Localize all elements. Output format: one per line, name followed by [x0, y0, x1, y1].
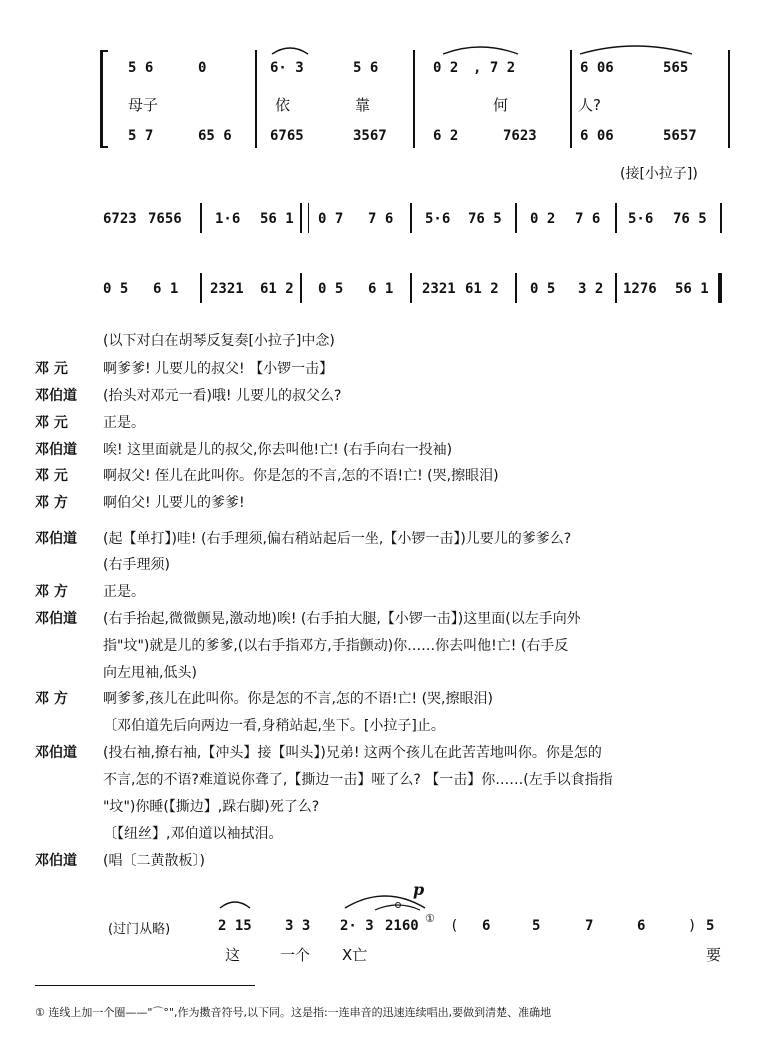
- note: 76 5: [468, 211, 502, 227]
- speech: 正是。: [103, 415, 145, 431]
- intro-note: (过门从略): [108, 922, 171, 937]
- note: 3 2: [578, 281, 604, 297]
- lyric: 靠: [355, 96, 371, 114]
- note: 6 2: [433, 128, 459, 144]
- speech-continued: 不言,怎的不语?难道说你聋了,【撕边一击】哑了么? 【一击】你……(左手以食指指: [103, 772, 613, 788]
- speech: (右手抬起,微微颤晃,激动地)唉! (右手拍大腿,【小锣一击】)这里面(以左手向外: [103, 611, 581, 627]
- note: 6 06: [580, 128, 614, 144]
- note: , 7 2: [473, 60, 516, 76]
- note: 65 6: [198, 128, 232, 144]
- note: 2321: [210, 281, 244, 297]
- note: 61 2: [260, 281, 294, 297]
- note: 2160: [385, 918, 419, 934]
- speaker: 邓伯道: [35, 442, 77, 458]
- note: 7623: [503, 128, 537, 144]
- speaker: 邓 元: [35, 415, 68, 431]
- note: 0 5: [103, 281, 129, 297]
- speech-continued: 向左甩袖,低头): [103, 665, 197, 681]
- system-bracket: [100, 50, 103, 148]
- speech-continued: "坟")你睡(【撕边】,跺右脚)死了么?: [103, 799, 320, 815]
- speaker: 邓 元: [35, 468, 68, 484]
- note: 5·6: [425, 211, 451, 227]
- barline: [300, 203, 302, 233]
- note: 565: [663, 60, 689, 76]
- note: 56 1: [260, 211, 294, 227]
- barline: [413, 50, 415, 148]
- barline: [615, 273, 617, 303]
- speaker: 邓 元: [35, 361, 68, 377]
- note: 6 06: [580, 60, 614, 76]
- note: 3567: [353, 128, 387, 144]
- speaker: 邓伯道: [35, 745, 77, 761]
- speech: (唱〔二黄散板〕): [103, 853, 205, 869]
- speech: 啊伯父! 儿要儿的爹爹!: [103, 495, 245, 511]
- lyric: X亡: [342, 946, 368, 964]
- speech-continued: (右手理须): [103, 557, 170, 573]
- barline: [570, 50, 572, 148]
- barline: [200, 273, 202, 303]
- note: 6 1: [368, 281, 394, 297]
- note: 2· 3: [340, 918, 374, 934]
- note: 56 1: [675, 281, 709, 297]
- speech: (投右袖,撩右袖,【冲头】接【叫头】)兄弟! 这两个孩儿在此苦苦地叫你。你是怎的: [103, 745, 602, 761]
- speech-continued: 指"坟")就是儿的爹爹,(以右手指邓方,手指颤动)你……你去叫他!亡! (右手反: [103, 638, 569, 654]
- speech: 唉! 这里面就是儿的叔父,你去叫他!亡! (右手向右一投袖): [103, 442, 453, 458]
- note: 0: [198, 60, 207, 76]
- stage-direction: (以下对白在胡琴反复奏[小拉子]中念): [103, 333, 335, 349]
- note: 6: [482, 918, 491, 934]
- note: 5: [532, 918, 541, 934]
- note: 5 6: [128, 60, 154, 76]
- footnote-ref: ①: [425, 912, 435, 925]
- lyric: 依: [275, 96, 291, 114]
- score-system-2: [100, 203, 725, 303]
- barline: [200, 203, 202, 233]
- note: 0 5: [530, 281, 556, 297]
- speaker: 邓伯道: [35, 388, 77, 404]
- note: 76 5: [673, 211, 707, 227]
- speech: 啊爹爹! 儿要儿的叔父! 【小锣一击】: [103, 361, 334, 377]
- note: 6 1: [153, 281, 179, 297]
- note: 61 2: [465, 281, 499, 297]
- note: 5657: [663, 128, 697, 144]
- lyric: 何: [493, 96, 509, 114]
- speaker: 邓伯道: [35, 611, 77, 627]
- transition-tag: (接[小拉子]): [620, 166, 698, 182]
- barline: [515, 203, 517, 233]
- note: 5 7: [128, 128, 154, 144]
- final-barline: [718, 273, 722, 303]
- barline: [300, 273, 302, 303]
- score-system-1: [100, 42, 730, 157]
- note: 1276: [623, 281, 657, 297]
- note: 6: [637, 918, 646, 934]
- note: 5: [706, 918, 715, 934]
- barline: [410, 273, 412, 303]
- note: 6· 3: [270, 60, 304, 76]
- note: 7 6: [575, 211, 601, 227]
- note: 0 2: [433, 60, 459, 76]
- speaker: 邓 方: [35, 584, 68, 600]
- lyric: 一个: [280, 946, 311, 964]
- note: 3 3: [285, 918, 311, 934]
- barline: [255, 50, 257, 148]
- lyric: 这: [225, 946, 241, 964]
- barline: [308, 203, 309, 233]
- note: 0 7: [318, 211, 344, 227]
- dynamic-marking: p: [413, 880, 425, 899]
- footnote-rule: [35, 985, 255, 986]
- note: 5 6: [353, 60, 379, 76]
- barline: [720, 203, 722, 233]
- note: 7 6: [368, 211, 394, 227]
- footnote: ① 连线上加一个圈——"⌒°",作为擞音符号,以下同。这是指:一连串音的迅速连续唱出,要做到清楚、准确地: [35, 1006, 552, 1019]
- note: ): [688, 918, 697, 934]
- speaker: 邓伯道: [35, 853, 77, 869]
- note: 1·6: [215, 211, 241, 227]
- note: 5·6: [628, 211, 654, 227]
- speech: 正是。: [103, 584, 145, 600]
- speaker: 邓 方: [35, 691, 68, 707]
- slur-marks: [0, 880, 760, 920]
- lyric: 要: [706, 946, 722, 964]
- barline: [410, 203, 412, 233]
- speech: 啊叔父! 侄儿在此叫你。你是怎的不言,怎的不语!亡! (哭,擦眼泪): [103, 468, 499, 484]
- slur-marks: [100, 42, 730, 62]
- barline: [515, 273, 517, 303]
- note: 7656: [148, 211, 182, 227]
- note: 7: [585, 918, 594, 934]
- stage-direction: 〔【纽丝】,邓伯道以袖拭泪。: [103, 826, 283, 842]
- speech: (起【单打】)哇! (右手理须,偏右稍站起后一坐,【小锣一击】)儿要儿的爹爹么?: [103, 531, 572, 547]
- bracket-cap-bottom: [100, 146, 108, 148]
- stage-direction: 〔邓伯道先后向两边一看,身稍站起,坐下。[小拉子]止。: [103, 718, 445, 734]
- score-system-3: [0, 880, 760, 970]
- barline: [615, 203, 617, 233]
- note: (: [450, 918, 459, 934]
- lyric: 人?: [578, 96, 601, 114]
- note: 2 15: [218, 918, 252, 934]
- speech: 啊爹爹,孩儿在此叫你。你是怎的不言,怎的不语!亡! (哭,擦眼泪): [103, 691, 493, 707]
- speech: (抬头对邓元一看)哦! 儿要儿的叔父么?: [103, 388, 342, 404]
- note: 2321: [422, 281, 456, 297]
- note: 6765: [270, 128, 304, 144]
- lyric: 母子: [128, 96, 159, 114]
- note: 6723: [103, 211, 137, 227]
- speaker: 邓 方: [35, 495, 68, 511]
- note: 0 5: [318, 281, 344, 297]
- note: 0 2: [530, 211, 556, 227]
- speaker: 邓伯道: [35, 531, 77, 547]
- barline: [728, 50, 730, 148]
